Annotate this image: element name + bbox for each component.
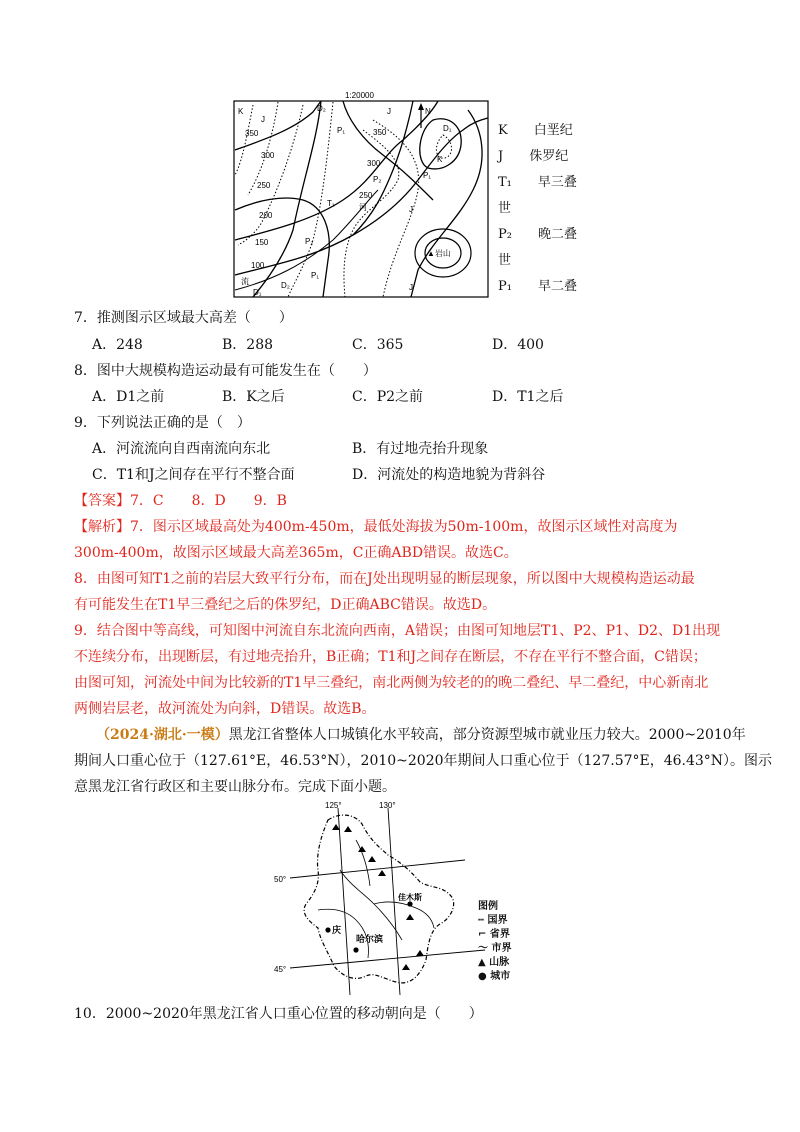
legend-item: 世 bbox=[498, 253, 512, 268]
city-harbin: 哈尔滨 bbox=[356, 935, 384, 945]
q8-option-c[interactable]: C．P2之前 bbox=[352, 389, 424, 405]
lat-45-label: 45° bbox=[274, 965, 287, 974]
analysis-line-1: 【解析】7．图示区域最高处为400m-450m，最低处海拔为50m-100m，故图示区域性对高度为 bbox=[74, 519, 678, 535]
map-legend bbox=[498, 118, 577, 300]
contour-350b: 350 bbox=[373, 128, 387, 137]
analysis-line-2: 300m-400m，故图示区域最大高差365m，C正确ABD错误。故选C。 bbox=[74, 545, 518, 561]
label-k-right: K bbox=[437, 155, 443, 164]
legend-item: 世 bbox=[498, 201, 512, 216]
label-d1-bottom: D₁ bbox=[253, 288, 262, 297]
map-scale: 1:20000 bbox=[345, 91, 374, 100]
intro-line-3: 意黑龙江省行政区和主要山脉分布。完成下面小题。 bbox=[74, 779, 396, 795]
legend-item: T₁ 早三叠 bbox=[498, 175, 577, 190]
legend2-title: 图例 bbox=[478, 901, 498, 912]
label-j-top: J bbox=[387, 107, 391, 116]
contour-250a: 250 bbox=[257, 181, 271, 190]
legend2-item: ● 城市 bbox=[478, 971, 511, 982]
legend-item: P₂ 晚二叠 bbox=[498, 227, 577, 242]
q7-stem: 7．推测图示区域最大高差（ ） bbox=[74, 310, 293, 326]
mountain-label: ▲岩山 bbox=[427, 249, 451, 258]
q10-stem: 10．2000~2020年黑龙江省人口重心位置的移动朝向是（ ） bbox=[74, 1006, 483, 1022]
q9-option-b[interactable]: B．有过地壳抬升现象 bbox=[352, 441, 489, 457]
q9-option-a[interactable]: A．河流流向自西南流向东北 bbox=[92, 441, 271, 457]
contour-300a: 300 bbox=[261, 151, 275, 160]
legend2-item: ┅ 国界 bbox=[478, 915, 508, 926]
legend-item: P₁ 早二叠 bbox=[498, 279, 577, 294]
label-d2-bottom: D₂ bbox=[281, 281, 290, 290]
analysis-line-4: 有可能发生在T1早三叠纪之后的侏罗纪，D正确ABC错误。故选D。 bbox=[74, 597, 497, 613]
source-tag: （2024·湖北·一模） bbox=[96, 727, 229, 743]
q9-stem: 9．下列说法正确的是（ ） bbox=[74, 415, 251, 431]
label-liu: 流 bbox=[241, 277, 249, 286]
analysis-line-5: 9．结合图中等高线，可知图中河流自东北流向西南，A错误；由图可知地层T1、P2、P1、D2、D1出现 bbox=[74, 623, 721, 639]
label-d2-top: D₂ bbox=[317, 104, 326, 113]
legend-item: J 侏罗纪 bbox=[498, 149, 569, 164]
contour-250b: 250 bbox=[359, 191, 373, 200]
q7-option-a[interactable]: A．248 bbox=[92, 337, 143, 353]
intro-line-1 bbox=[96, 725, 746, 745]
label-p1-c: P₁ bbox=[311, 271, 320, 280]
label-j-left: J bbox=[261, 115, 265, 124]
lon-130-label: 130° bbox=[379, 801, 396, 810]
analysis-line-8: 两侧岩层老，故河流处为向斜，D错误。故选B。 bbox=[74, 701, 376, 717]
label-p1-a: P₁ bbox=[337, 126, 346, 135]
contour-150: 150 bbox=[255, 238, 269, 247]
legend-item: K 白垩纪 bbox=[498, 123, 573, 138]
legend2-item: ▲ 山脉 bbox=[478, 957, 510, 968]
label-j-mid: J bbox=[409, 205, 413, 214]
contour-100: 100 bbox=[251, 261, 265, 270]
city-jiamusi: 佳木斯 bbox=[398, 892, 422, 902]
label-t1: T₁ bbox=[327, 199, 335, 208]
label-p2-a: P₂ bbox=[373, 175, 382, 184]
q7-option-c[interactable]: C．365 bbox=[352, 337, 404, 353]
q7-option-b[interactable]: B．288 bbox=[222, 337, 274, 353]
intro-line-2: 期间人口重心位于（127.61°E，46.53°N），2010~2020年期间人口重心位于（127.57°E，46.43°N）。图示 bbox=[74, 753, 773, 769]
legend2-item: ～ 市界 bbox=[478, 943, 512, 954]
label-j-bottom: J bbox=[409, 283, 413, 292]
map2-legend bbox=[478, 900, 511, 984]
label-p1-b: P₁ bbox=[423, 171, 432, 180]
contour-350a: 350 bbox=[245, 129, 259, 138]
analysis-line-3: 8．由图可知T1之前的岩层大致平行分布，而在J处出现明显的断层现象，所以图中大规模构造运动最 bbox=[74, 571, 695, 587]
analysis-line-7: 由图可知，河流处中间为比较新的T1早三叠纪，南北两侧为较老的的晚二叠纪、早二叠纪，中心新南北 bbox=[74, 675, 709, 691]
q8-option-a[interactable]: A．D1之前 bbox=[92, 389, 165, 405]
label-k: K bbox=[238, 107, 244, 116]
label-north: N bbox=[425, 107, 431, 116]
q8-stem: 8．图中大规模构造运动最有可能发生在（ ） bbox=[74, 363, 377, 379]
answer-line: 【答案】7．C 8．D 9．B bbox=[74, 493, 287, 509]
analysis-line-6: 不连续分布，出现断层，有过地壳抬升，B正确；T1和J之间存在断层，不存在平行不整合面，C错误； bbox=[74, 649, 707, 665]
q8-option-d[interactable]: D．T1之后 bbox=[492, 389, 564, 405]
q9-option-d[interactable]: D．河流处的构造地貌为背斜谷 bbox=[352, 467, 546, 483]
label-river-char: 河 bbox=[359, 203, 367, 212]
label-d1-right: D₁ bbox=[443, 124, 452, 133]
lat-50-label: 50° bbox=[274, 875, 287, 884]
label-p2-b: P₂ bbox=[305, 237, 314, 246]
lon-125-label: 125° bbox=[325, 801, 342, 810]
q7-option-d[interactable]: D．400 bbox=[492, 337, 544, 353]
q8-option-b[interactable]: B．K之后 bbox=[222, 389, 285, 405]
intro-text-1: 黑龙江省整体人口城镇化水平较高，部分资源型城市就业压力较大。2000~2010年 bbox=[228, 727, 746, 743]
contour-200: 200 bbox=[259, 211, 273, 220]
q9-option-c[interactable]: C．T1和J之间存在平行不整合面 bbox=[92, 467, 295, 483]
city-daqing: 庆 bbox=[332, 926, 342, 936]
geologic-map bbox=[233, 91, 489, 298]
contour-300b: 300 bbox=[367, 159, 381, 168]
legend2-item: ⌐ 省界 bbox=[478, 929, 510, 940]
